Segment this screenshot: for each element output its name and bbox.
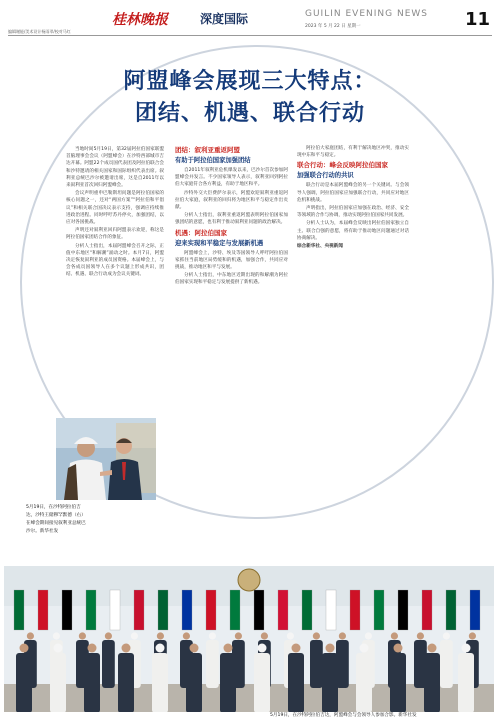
paragraph: 分析人士认为，本届峰会反映出阿拉伯国家独立自主、联合自强的意愿，将有助于推动地区问题通过对话协商解决。: [297, 221, 409, 241]
editor-credit: 编辑谢能/美术设计杨雨翠/校对马红: [8, 29, 71, 34]
person: [102, 632, 115, 688]
person: [390, 644, 406, 713]
person: [50, 644, 66, 713]
paragraph: 阿盟峰会上，沙特、埃及等国领导人呼吁阿拉伯国家抓住当前地区局势缓和的机遇，加强合作，共同应对挑战，推动地区和平与发展。: [175, 250, 288, 271]
person: [84, 644, 100, 713]
paragraph: 阿拉伯大家庭团结，有利于解决地区冲突，推动实现中东和平与稳定。: [297, 146, 409, 159]
flag: [62, 590, 72, 630]
flag: [182, 590, 192, 630]
flag: [206, 590, 216, 630]
flag: [302, 590, 312, 630]
person: [254, 644, 270, 713]
section-title: 深度国际: [200, 12, 249, 26]
subhead-unity-lead: 有助于阿拉伯国家加强团结: [175, 157, 251, 164]
person: [310, 632, 323, 688]
group-photo-illustration: [4, 566, 494, 712]
flag: [134, 590, 144, 630]
flag: [254, 590, 264, 630]
person: [186, 644, 202, 713]
flag: [86, 590, 96, 630]
subhead-joint-action-lead: 加强联合行动的共识: [297, 172, 354, 180]
article-column-2: [175, 145, 288, 288]
subhead-joint-action: 联合行动：峰会反映阿拉伯国家: [297, 161, 388, 170]
flag: [446, 590, 456, 630]
person: [356, 644, 372, 713]
paragraph: 当地时间5月19日，第32届阿拉伯国家联盟首脑理事会会议（阿盟峰会）在沙特西部城市吉达开幕。阿盟22个成员国代表团及阿拉伯联合会和沙特邀请的相关国家和国际组织代表出席。叙利亚总统巴沙尔被邀请出席，这是自2011年以来叙利亚首次回归阿盟峰会。: [66, 147, 164, 189]
photo-illustration: [56, 418, 156, 500]
flag: [38, 590, 48, 630]
flag: [326, 590, 336, 630]
flag: [158, 590, 168, 630]
article-column-1: [66, 146, 164, 280]
paragraph: 分析人士指出，中东地区近期出现的和解潮为阿拉伯国家实现和平稳定与发展提供了新机遇。: [175, 273, 288, 286]
flag: [422, 590, 432, 630]
flag: [350, 590, 360, 630]
person: [118, 644, 134, 713]
person: [458, 644, 474, 713]
person: [16, 644, 32, 713]
flag: [470, 590, 480, 630]
subhead-opportunity: 机遇：阿拉伯国家: [175, 228, 227, 237]
paragraph: 自2011年叙利亚危机爆发以来，巴沙尔首次参加阿盟峰会并发言。不少国家领导人表示，叙利亚回到阿拉伯大家庭符合各方利益，有助于地区和平。: [175, 168, 288, 188]
flag: [374, 590, 384, 630]
paragraph: 声明指出，阿拉伯国家应加强在政治、经济、安全等领域的合作与协调，推动实现阿拉伯国家共同发展。: [297, 206, 409, 219]
source-credit: 综合新华社、央视新闻: [297, 244, 343, 250]
subhead-opportunity-lead: 迎来实现和平稳定与发展新机遇: [175, 239, 264, 247]
paragraph: 沙特外交大臣费萨尔表示，阿盟欢迎叙利亚重返阿拉伯大家庭，叙利亚的回归将为地区和平与稳定作出贡献。: [175, 190, 288, 211]
photo-group-summit: [4, 566, 494, 712]
headline-line-2: 团结、机遇、联合行动: [134, 100, 365, 126]
person: [206, 632, 219, 688]
flag: [278, 590, 288, 630]
subhead-unity: 团结：叙利亚重返阿盟: [175, 146, 240, 154]
person: [288, 644, 304, 713]
flag: [14, 590, 24, 630]
person: [220, 644, 236, 713]
flag: [230, 590, 240, 630]
paragraph: 会议声明重申巴勒斯坦问题是阿拉伯国家的核心问题之一，还对“两国方案”“阿拉伯和平倡议”和相关联合国决议表示支持，强调应持续推进政治进程。同时呼吁苏丹停火，加强团结，以应对各国挑战。: [66, 191, 164, 226]
paragraph: 声明还对叙利亚回归阿盟表示欢迎，称这是阿拉伯国家团结合作的象征。: [66, 228, 164, 241]
flag: [398, 590, 408, 630]
person: [322, 644, 338, 713]
photo-leaders-greeting: [56, 418, 156, 500]
person: [424, 644, 440, 713]
masthead-logo: 桂林晚报: [112, 12, 168, 28]
paragraph: 联合行动是本届阿盟峰会的另一个关键词。与会领导人强调，阿拉伯国家应加强联合行动，共同应对地区危机和挑战。: [297, 183, 409, 203]
person: [152, 644, 168, 713]
photo-caption-2: 5月19日，在沙特阿拉伯吉达，阿盟峰会与会领导人参加合影。新华社发: [270, 713, 417, 718]
person: [440, 632, 453, 688]
paragraph: 分析人士指出，叙利亚重返阿盟表明阿拉伯国家加强团结的意愿，也有利于推动叙利亚问题的政治解决。: [175, 213, 288, 226]
issue-date: 2023 年 5 月 22 日 星期一: [305, 24, 361, 29]
paragraph: 分析人士指出，本届阿盟峰会召开之际，正值中东地区“和解潮”涌动之时。本月7日，阿盟决定恢复叙利亚的成员国资格。本届峰会上，与会各成员国领导人在多个议题上形成共识，团结、机遇、联合行动成为会议关键词。: [66, 243, 164, 278]
headline-line-1: 阿盟峰会展现三大特点：: [123, 68, 377, 94]
photo-caption-1: 5月19日，在沙特阿拉伯吉达，沙特王储穆罕默德（右）在峰会期间接见叙利亚总统巴沙尔。新华社发: [26, 505, 86, 534]
header-rule: [8, 35, 492, 36]
article-column-3: [297, 145, 409, 251]
flag: [110, 590, 120, 630]
masthead-english: GUILIN EVENING NEWS: [305, 9, 428, 19]
page-number: 11: [465, 9, 491, 30]
